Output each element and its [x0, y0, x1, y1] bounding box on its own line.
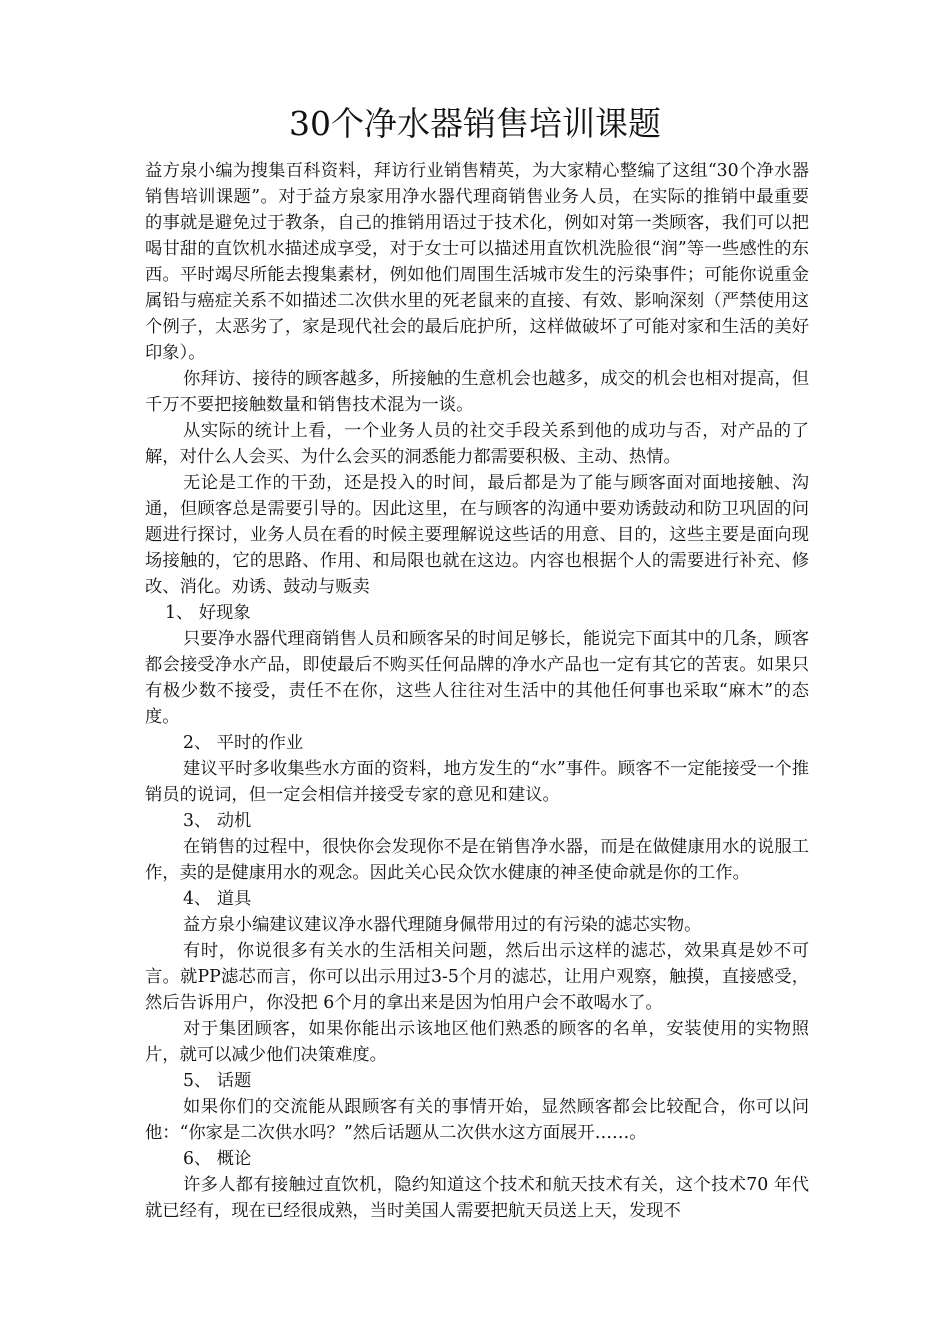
section-heading-3: 3、 动机 — [183, 811, 252, 831]
section-heading-2: 2、 平时的作业 — [183, 733, 304, 753]
paragraph: 无论是工作的干劲，还是投入的时间，最后都是为了能与顾客面对面地接触、沟通，但顾客总是需要引导的。因此这里，在与顾客的沟通中要劝诱鼓动和防卫巩固的问题进行探讨，业务人员在看的时候主要理解说这些话的用意、目的，这些主要是面向现场接触的，它的思路、作用、和局限也就在这边。内容也根据个人的需要进行补充、修改、消化。劝诱、鼓动与贩卖 — [145, 473, 809, 597]
paragraph: 你拜访、接待的顾客越多，所接触的生意机会也越多，成交的机会也相对提高，但千万不要把接触数量和销售技术混为一谈。 — [145, 369, 809, 415]
intro-paragraph: 益方泉小编为搜集百科资料，拜访行业销售精英，为大家精心整编了这组“30个净水器销售培训课题”。对于益方泉家用净水器代理商销售业务人员，在实际的推销中最重要的事就是避免过于教条，自己的推销用语过于技术化，例如对第一类顾客，我们可以把喝甘甜的直饮机水描述成享受，对于女士可以描述用直饮机洗脸很“润”等一些感性的东西。平时竭尽所能去搜集素材，例如他们周围生活城市发生的污染事件；可能你说重金属铅与癌症关系不如描述二次供水里的死老鼠来的直接、有效、影响深刻（严禁使用这个例子，太恶劣了，家是现代社会的最后庇护所，这样做破坏了可能对家和生活的美好印象）。 — [145, 161, 809, 363]
paragraph: 从实际的统计上看，一个业务人员的社交手段关系到他的成功与否，对产品的了解，对什么人会买、为什么会买的洞悉能力都需要积极、主动、热情。 — [145, 421, 809, 467]
section-heading-5: 5、 话题 — [183, 1071, 252, 1091]
paragraph: 如果你们的交流能从跟顾客有关的事情开始，显然顾客都会比较配合，你可以问他：“你家是二次供水吗？”然后话题从二次供水这方面展开……。 — [145, 1097, 809, 1143]
paragraph: 在销售的过程中，很快你会发现你不是在销售净水器，而是在做健康用水的说服工作，卖的是健康用水的观念。因此关心民众饮水健康的神圣使命就是你的工作。 — [145, 837, 809, 883]
document-body — [145, 158, 809, 1224]
section-heading-4: 4、 道具 — [183, 889, 252, 909]
paragraph: 建议平时多收集些水方面的资料，地方发生的“水”事件。顾客不一定能接受一个推销员的说词，但一定会相信并接受专家的意见和建议。 — [145, 759, 809, 805]
document-title: 30个净水器销售培训课题 — [289, 104, 661, 143]
section-heading-1: 1、 好现象 — [165, 603, 251, 623]
paragraph: 只要净水器代理商销售人员和顾客呆的时间足够长，能说完下面其中的几条，顾客都会接受净水产品，即使最后不购买任何品牌的净水产品也一定有其它的苦衷。如果只有极少数不接受，责任不在你，这些人往往对生活中的其他任何事也采取“麻木”的态度。 — [145, 629, 809, 727]
paragraph: 益方泉小编建议建议净水器代理随身佩带用过的有污染的滤芯实物。 — [183, 915, 702, 935]
paragraph: 对于集团顾客，如果你能出示该地区他们熟悉的顾客的名单，安装使用的实物照片，就可以减少他们决策难度。 — [145, 1019, 809, 1065]
paragraph: 许多人都有接触过直饮机，隐约知道这个技术和航天技术有关，这个技术70 年代就已经有，现在已经很成熟，当时美国人需要把航天员送上天，发现不 — [145, 1175, 809, 1221]
paragraph: 有时，你说很多有关水的生活相关问题，然后出示这样的滤芯，效果真是妙不可言。就PP滤芯而言，你可以出示用过3-5个月的滤芯，让用户观察，触摸，直接感受，然后告诉用户，你没把 6个月的拿出来是因为怕用户会不敢喝水了。 — [145, 941, 809, 1013]
section-heading-6: 6、 概论 — [183, 1149, 252, 1169]
